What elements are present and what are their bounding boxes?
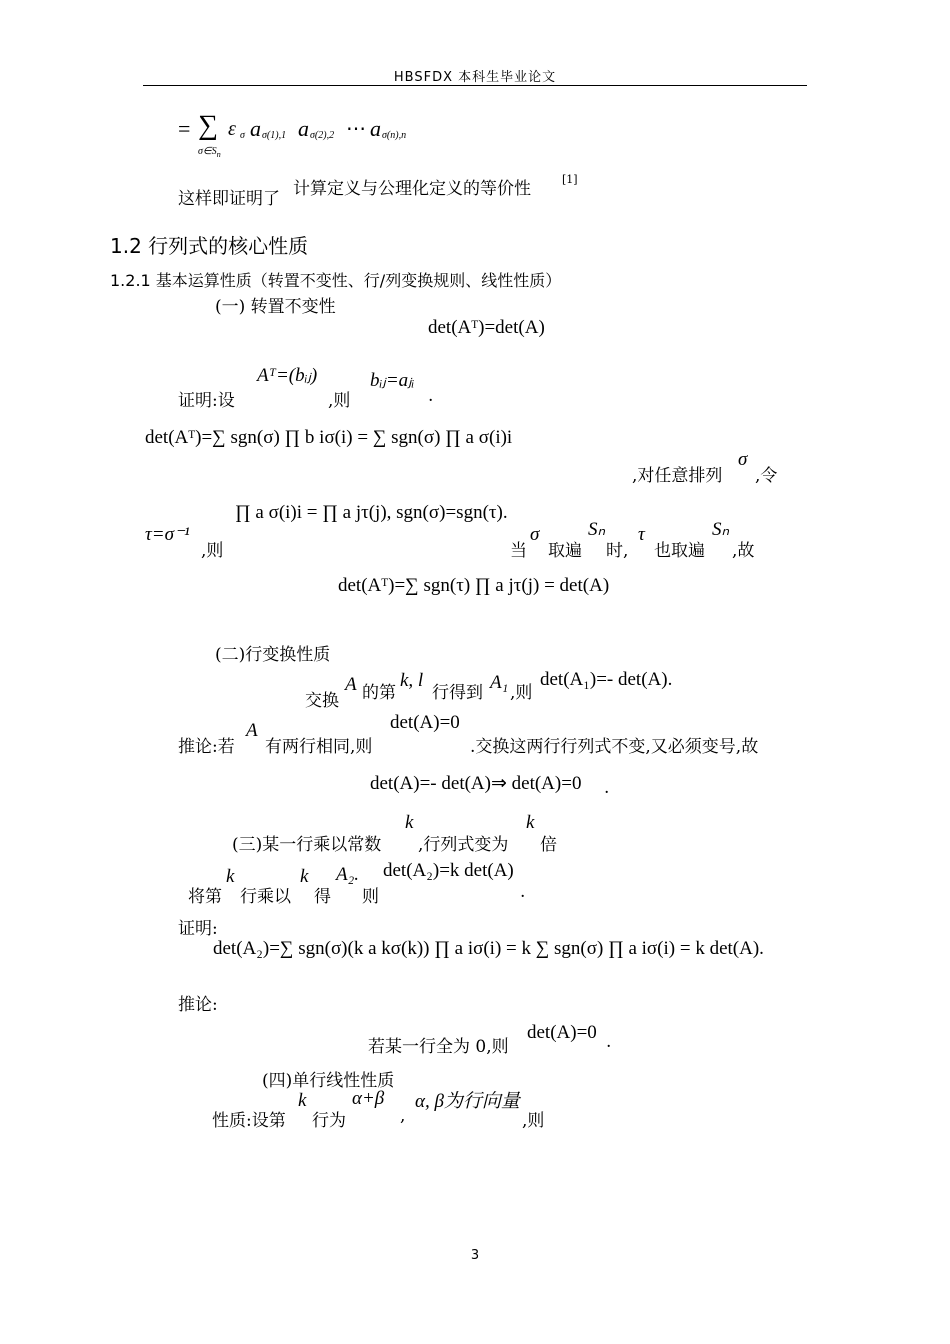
section-heading: 1.2 行列式的核心性质 bbox=[110, 234, 309, 258]
prop4-title: (四)单行线性性质 bbox=[262, 1071, 395, 1091]
citation: [1] bbox=[562, 173, 578, 186]
prop1-when: 当 bbox=[510, 541, 527, 561]
prop1-over: 取遍 bbox=[548, 541, 582, 561]
subsection-heading: 1.2.1 基本运算性质（转置不变性、行/列变换规则、线性性质） bbox=[110, 271, 562, 290]
prop3-line-c: 得 bbox=[314, 887, 331, 907]
prop2-of-rows: 的第 bbox=[362, 683, 396, 703]
prop4-comma: , bbox=[400, 1106, 406, 1126]
prop1-any-perm: ,对任意排列 bbox=[632, 466, 723, 486]
prop4-row-vectors: α, β为行向量 bbox=[415, 1091, 520, 1112]
prop2-rows-get: 行得到 bbox=[432, 683, 483, 703]
prop1-def-transpose: Aᵀ=(bᵢⱼ) bbox=[257, 365, 318, 386]
prop1-also-over: 也取遍 bbox=[654, 541, 705, 561]
prop1-equation-3: det(Aᵀ)=∑ sgn(τ) ∏ a jτ(j) = det(A) bbox=[338, 575, 610, 596]
prop4-alpha-beta: α+β bbox=[352, 1088, 385, 1109]
prop2-corollary-eq: det(A)=0 bbox=[390, 712, 460, 733]
prop2-A1: A₁ bbox=[490, 672, 509, 693]
prop2-then: ,则 bbox=[510, 683, 533, 703]
prop3-title-b: ,行列式变为 bbox=[418, 835, 509, 855]
prop1-sn: Sₙ bbox=[588, 519, 606, 540]
prop3-k-2: k bbox=[526, 812, 535, 833]
page-number: 3 bbox=[470, 1248, 480, 1263]
prop1-tau: τ bbox=[638, 524, 645, 545]
prop1-then: ,则 bbox=[201, 541, 224, 561]
prop2-kl: k, l bbox=[400, 670, 424, 691]
prop3-title-c: 倍 bbox=[540, 835, 557, 855]
prop1-period: . bbox=[428, 386, 434, 406]
prop3-line-b: 行乘以 bbox=[240, 887, 291, 907]
prop1-sigma-2: σ bbox=[530, 524, 540, 545]
prop2-title: (二)行变换性质 bbox=[215, 645, 331, 665]
prop3-A2: A₂. bbox=[336, 864, 359, 885]
prop4-line-a: 性质:设第 bbox=[212, 1111, 286, 1131]
prop2-corollary-A: A bbox=[246, 720, 258, 741]
prop1-statement: det(Aᵀ)=det(A) bbox=[428, 317, 545, 338]
prop4-line-b: 行为 bbox=[312, 1111, 346, 1131]
prop1-equation-1: det(Aᵀ)=∑ sgn(σ) ∏ b iσ(i) = ∑ sgn(σ) ∏ a σ(i)i bbox=[145, 427, 513, 448]
prop2-A: A bbox=[345, 674, 357, 695]
prop1-sigma: σ bbox=[738, 449, 748, 470]
prop4-then: ,则 bbox=[522, 1111, 545, 1131]
prop2-corollary-a: 推论:若 bbox=[178, 737, 235, 757]
page-header: HBSFDX 本科生毕业论文 bbox=[393, 70, 557, 85]
prop1-gu: ,故 bbox=[732, 541, 755, 561]
prop2-corollary-eq2: det(A)=- det(A)⇒ det(A)=0 bbox=[370, 773, 582, 794]
prop3-corollary-eq: det(A)=0 bbox=[527, 1022, 597, 1043]
conclusion-text-b: 计算定义与公理化定义的等价性 bbox=[293, 179, 531, 199]
prop2-swap: 交换 bbox=[305, 691, 339, 711]
prop1-sn-2: Sₙ bbox=[712, 519, 730, 540]
prop2-corollary-c: .交换这两行行列式不变,又必须变号,故 bbox=[470, 737, 759, 757]
prop3-corollary-text: 若某一行全为 0,则 bbox=[368, 1037, 509, 1057]
prop3-line-a: 将第 bbox=[188, 887, 222, 907]
prop3-line-d: 则 bbox=[362, 887, 379, 907]
header-rule bbox=[143, 85, 807, 86]
prop1-time: 时, bbox=[606, 541, 629, 561]
prop2-period: . bbox=[604, 778, 610, 798]
prop1-equation-2: ∏ a σ(i)i = ∏ a jτ(j), sgn(σ)=sgn(τ). bbox=[235, 502, 508, 523]
prop1-title: (一) 转置不变性 bbox=[215, 297, 336, 317]
prop3-period: . bbox=[520, 882, 526, 902]
prop1-comma-then: ,则 bbox=[328, 391, 351, 411]
prop1-def-entries: bᵢⱼ=aⱼᵢ bbox=[370, 370, 415, 391]
prop1-ling: ,令 bbox=[755, 466, 778, 486]
prop1-tau-def: τ=σ⁻¹ bbox=[145, 524, 190, 545]
prop3-k-1: k bbox=[405, 812, 414, 833]
prop3-k-4: k bbox=[300, 866, 309, 887]
prop2-equation: det(A₁)=- det(A). bbox=[540, 669, 673, 690]
prop3-proof-equation: det(A₂)=∑ sgn(σ)(k a kσ(k)) ∏ a iσ(i) = k ∑ sgn(σ) ∏ a iσ(i) = k det(A). bbox=[213, 938, 764, 959]
prop3-equation: det(A₂)=k det(A) bbox=[383, 860, 514, 881]
prop2-corollary-b: 有两行相同,则 bbox=[265, 737, 373, 757]
formula-top: = ∑ $\sigma\in S_n$ ε σ a σ(1),1 a σ(2),2 ⋯ a σ(n),n bbox=[178, 110, 407, 159]
prop3-corollary-label: 推论: bbox=[178, 995, 218, 1015]
prop3-k-3: k bbox=[226, 866, 235, 887]
conclusion-text-a: 这样即证明了 bbox=[178, 189, 280, 209]
prop3-proof-label: 证明: bbox=[178, 919, 218, 939]
prop1-proof-label: 证明:设 bbox=[178, 391, 235, 411]
prop4-k: k bbox=[298, 1090, 307, 1111]
prop3-title-a: (三)某一行乘以常数 bbox=[232, 835, 382, 855]
prop3-corollary-period: . bbox=[606, 1032, 612, 1052]
